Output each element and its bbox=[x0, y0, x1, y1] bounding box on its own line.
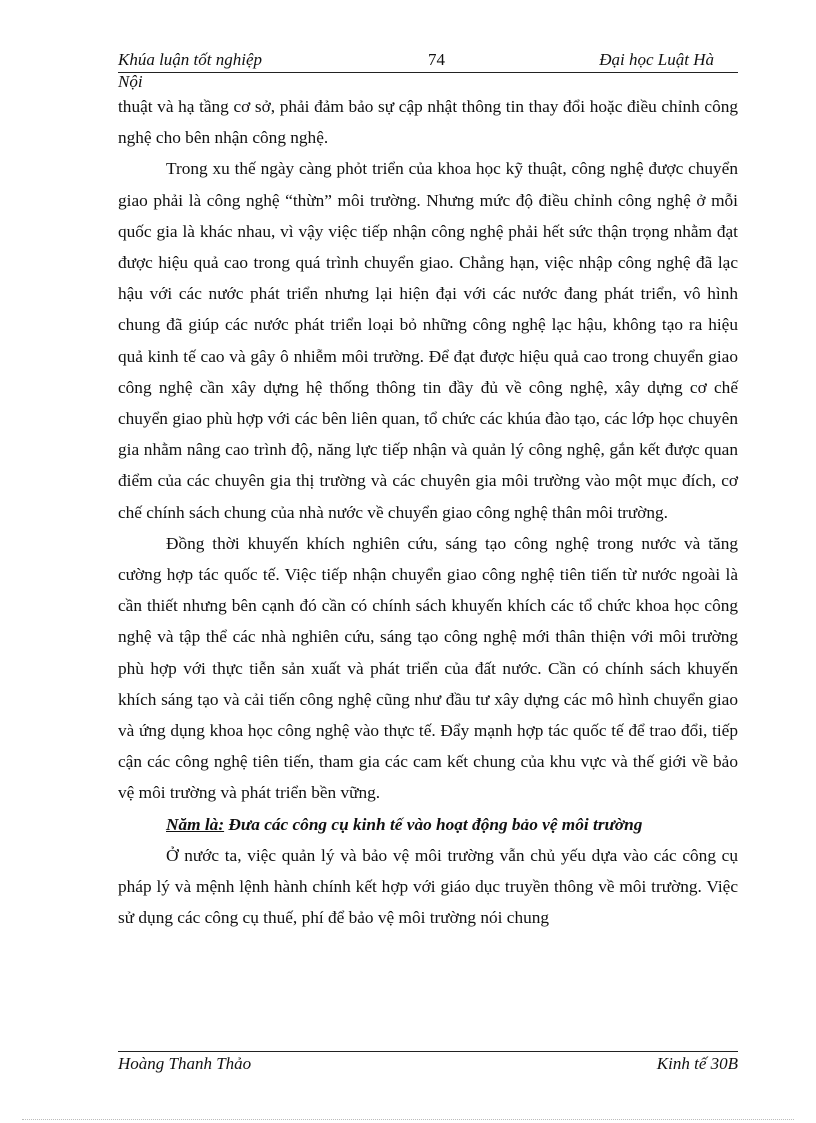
body-text bbox=[118, 91, 738, 933]
page-number: 74 bbox=[428, 50, 445, 69]
paragraph-1: thuật và hạ tầng cơ sở, phải đảm bảo sự cập nhật thông tin thay đổi hoặc điều chỉnh công nghệ cho bên nhận công nghệ. bbox=[118, 97, 738, 148]
header-thesis-label: Khúa luận tốt nghiệp bbox=[118, 50, 263, 69]
paragraph-2: Trong xu thế ngày càng phỏt triển của khoa học kỹ thuật, công nghệ được chuyển giao phải là công nghệ “thừn” môi trường. Nhưng mức độ điều chỉnh công nghệ ở mỗi quốc gia là khác nhau, vì vậy việc tiếp nhận công nghệ phải hết sức thận trọng nhằm đạt được hiệu quả cao trong quá trình chuyển giao. Chẳng hạn, việc nhập công nghệ đã lạc hậu với các nước phát triển nhưng lại hiện đại với các nước đang phát triển, vô hình chung đã giúp các nước phát triển loại bỏ những công nghệ lạc hậu, không tạo ra hiệu quả kinh tế cao và gây ô nhiễm môi trường. Để đạt được hiệu quả cao trong chuyển giao công nghệ cần xây dựng hệ thống thông tin đầy đủ về công nghệ, xây dựng cơ chế chuyển giao phù hợp với các bên liên quan, tổ chức các khúa đào tạo, các lớp học chuyên gia nhằm nâng cao trình độ, năng lực tiếp nhận và quản lý công nghệ, gắn kết được quan điểm của các chuyên gia thị trường và các chuyên gia môi trường vào một mục đích, cơ chế chính sách chung của nhà nước về chuyển giao công nghệ thân môi trường. bbox=[118, 159, 738, 522]
footer-divider bbox=[118, 1051, 738, 1052]
header-university: Đại học Luật Hà bbox=[599, 50, 714, 69]
section-heading bbox=[118, 809, 738, 840]
footer-class: Kinh tế 30B bbox=[656, 1054, 738, 1073]
paragraph-3: Đồng thời khuyến khích nghiên cứu, sáng tạo công nghệ trong nước và tăng cường hợp tác quốc tế. Việc tiếp nhận chuyển giao công nghệ tiên tiến từ nước ngoài là cần thiết nhưng bên cạnh đó cần có chính sách khuyến khích các tổ chức khoa học công nghệ và tập thể các nhà nghiên cứu, sáng tạo công nghệ mới thân thiện với môi trường phù hợp với thực tiễn sản xuất và phát triển của đất nước. Cần có chính sách khuyến khích sáng tạo và cải tiến công nghệ cũng như đầu tư xây dựng các mô hình chuyển giao và ứng dụng khoa học công nghệ vào thực tế. Đẩy mạnh hợp tác quốc tế để trao đổi, tiếp cận các công nghệ tiên tiến, tham gia các cam kết chung của khu vực và thế giới về bảo vệ môi trường và phát triển bền vững. bbox=[118, 533, 738, 803]
page-footer bbox=[118, 1054, 738, 1078]
header-university-wrap: Nội bbox=[118, 72, 143, 91]
section-heading-lead: Năm là: bbox=[166, 814, 225, 834]
page-header bbox=[118, 48, 738, 73]
paragraph-4: Ở nước ta, việc quản lý và bảo vệ môi trường vẫn chủ yếu dựa vào các công cụ pháp lý và mệnh lệnh hành chính kết hợp với giáo dục truyền thông về môi trường. Việc sử dụng các công cụ thuế, phí để bảo vệ môi trường nói chung bbox=[118, 845, 738, 928]
footer-author: Hoàng Thanh Thảo bbox=[118, 1054, 252, 1073]
section-heading-title: Đưa các công cụ kinh tế vào hoạt động bảo vệ môi trường bbox=[224, 814, 643, 834]
page-bottom-divider bbox=[22, 1119, 794, 1120]
